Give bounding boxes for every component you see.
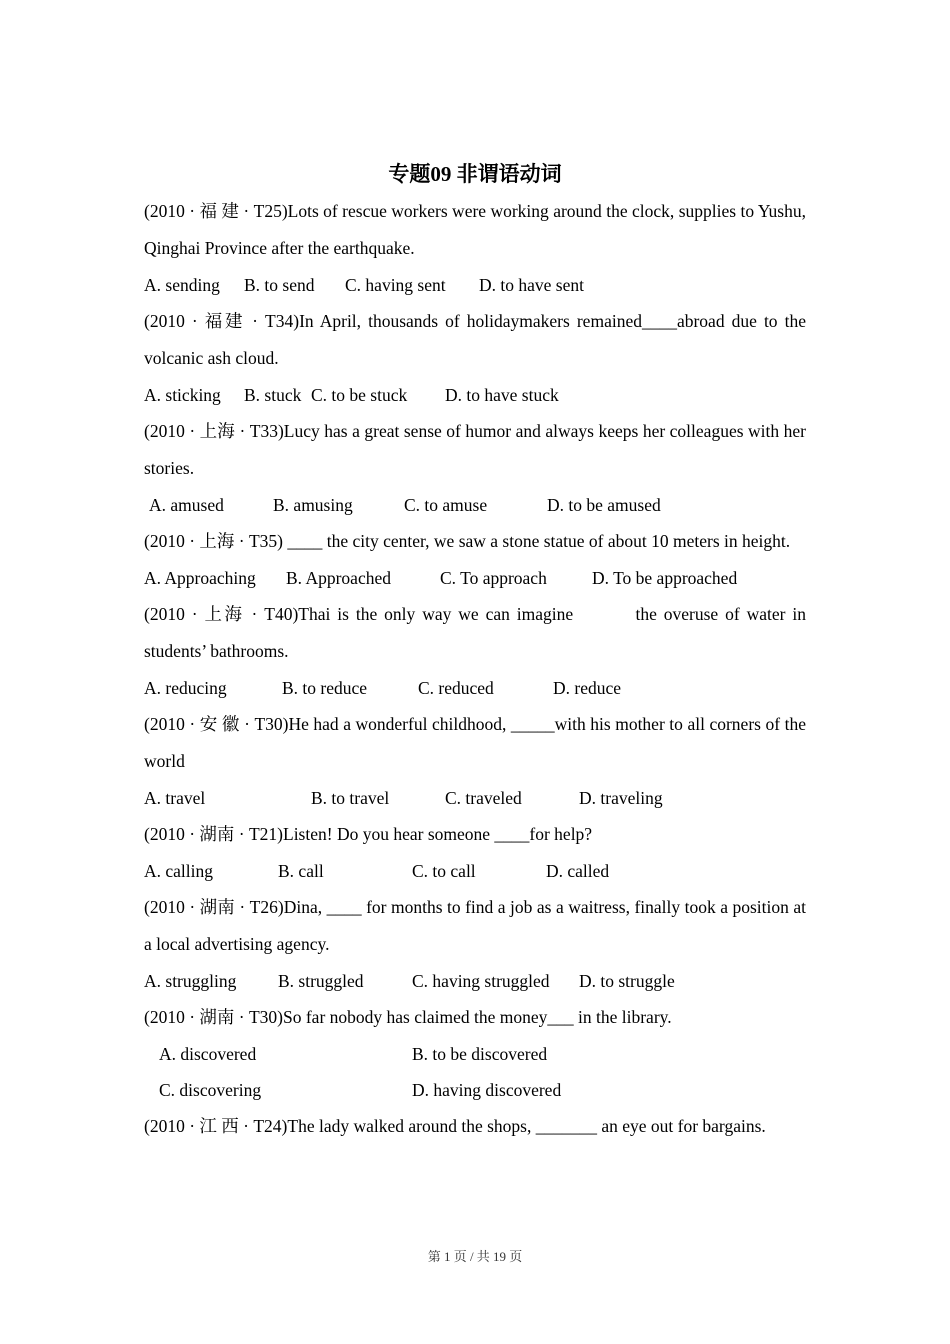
option-d: D. traveling <box>579 788 663 808</box>
option-b: B. struggled <box>278 971 364 991</box>
option-c: C. discovering <box>159 1080 262 1100</box>
option-d: D. reduce <box>553 678 622 698</box>
option-a: A. struggling <box>144 971 237 991</box>
question-stem: (2010 · 安 徽 · T30)He had a wonderful childhood, _____with his mother to all corners of the world <box>144 714 806 771</box>
option-d: D. having discovered <box>412 1080 562 1100</box>
option-a: A. discovered <box>159 1044 257 1064</box>
question-options <box>144 1036 806 1072</box>
question-options <box>144 487 806 523</box>
option-a: A. reducing <box>144 678 227 698</box>
question-options <box>144 377 806 413</box>
option-c: C. To approach <box>440 568 547 588</box>
page-footer: 第 1 页 / 共 19 页 <box>427 1249 523 1264</box>
page-title: 专题09 非谓语动词 <box>388 162 562 186</box>
option-d: D. to be amused <box>547 495 661 515</box>
question-options <box>144 560 806 596</box>
option-b: B. stuck <box>244 385 302 405</box>
option-c: C. having struggled <box>412 971 550 991</box>
option-b: B. amusing <box>273 495 353 515</box>
question-stem: (2010 · 上海 · T40)Thai is the only way we can imagine the overuse of water in students’ bathrooms. <box>144 604 811 661</box>
option-c: C. to amuse <box>404 495 488 515</box>
option-d: D. To be approached <box>592 568 738 588</box>
option-b: B. to be discovered <box>412 1044 548 1064</box>
option-d: D. to have stuck <box>445 385 559 405</box>
option-c: C. reduced <box>418 678 494 698</box>
option-b: B. to travel <box>311 788 390 808</box>
question-stem: (2010 · 湖南 · T26)Dina, ____ for months to find a job as a waitress, finally took a position at a local advertising agency. <box>144 897 806 954</box>
option-d: D. called <box>546 861 610 881</box>
option-c: C. to be stuck <box>311 385 408 405</box>
question-stem: (2010 · 江 西 · T24)The lady walked around the shops, _______ an eye out for bargains. <box>144 1116 766 1136</box>
option-a: A. sticking <box>144 385 221 405</box>
option-a: A. Approaching <box>144 568 256 588</box>
question-stem: (2010 · 福建 · T34)In April, thousands of holidaymakers remained____abroad due to the volcanic ash cloud. <box>144 311 806 368</box>
question-options <box>144 963 806 999</box>
question-options <box>144 1072 806 1108</box>
option-b: B. to reduce <box>282 678 368 698</box>
option-a: A. amused <box>149 495 224 515</box>
option-a: A. sending <box>144 275 220 295</box>
option-c: C. traveled <box>445 788 522 808</box>
question-list <box>144 193 811 1145</box>
option-b: B. to send <box>244 275 315 295</box>
question-stem: (2010 · 上海 · T33)Lucy has a great sense of humor and always keeps her colleagues with her stories. <box>144 421 806 478</box>
option-a: A. calling <box>144 861 214 881</box>
option-b: B. call <box>278 861 324 881</box>
option-c: C. to call <box>412 861 476 881</box>
question-stem: (2010 · 福 建 · T25)Lots of rescue workers were working around the clock, supplies to Yushu, Qinghai Province after the earthquake. <box>144 201 806 258</box>
question-stem: (2010 · 上海 · T35) ____ the city center, we saw a stone statue of about 10 meters in height. <box>144 531 791 551</box>
question-stem: (2010 · 湖南 · T21)Listen! Do you hear someone ____for help? <box>144 824 593 844</box>
question-options <box>144 780 806 816</box>
question-stem: (2010 · 湖南 · T30)So far nobody has claimed the money___ in the library. <box>144 1007 672 1027</box>
question-options <box>144 267 806 303</box>
option-a: A. travel <box>144 788 206 808</box>
option-c: C. having sent <box>345 275 446 295</box>
question-options <box>144 853 806 889</box>
option-b: B. Approached <box>286 568 391 588</box>
option-d: D. to struggle <box>579 971 675 991</box>
question-options <box>144 670 806 706</box>
option-d: D. to have sent <box>479 275 584 295</box>
